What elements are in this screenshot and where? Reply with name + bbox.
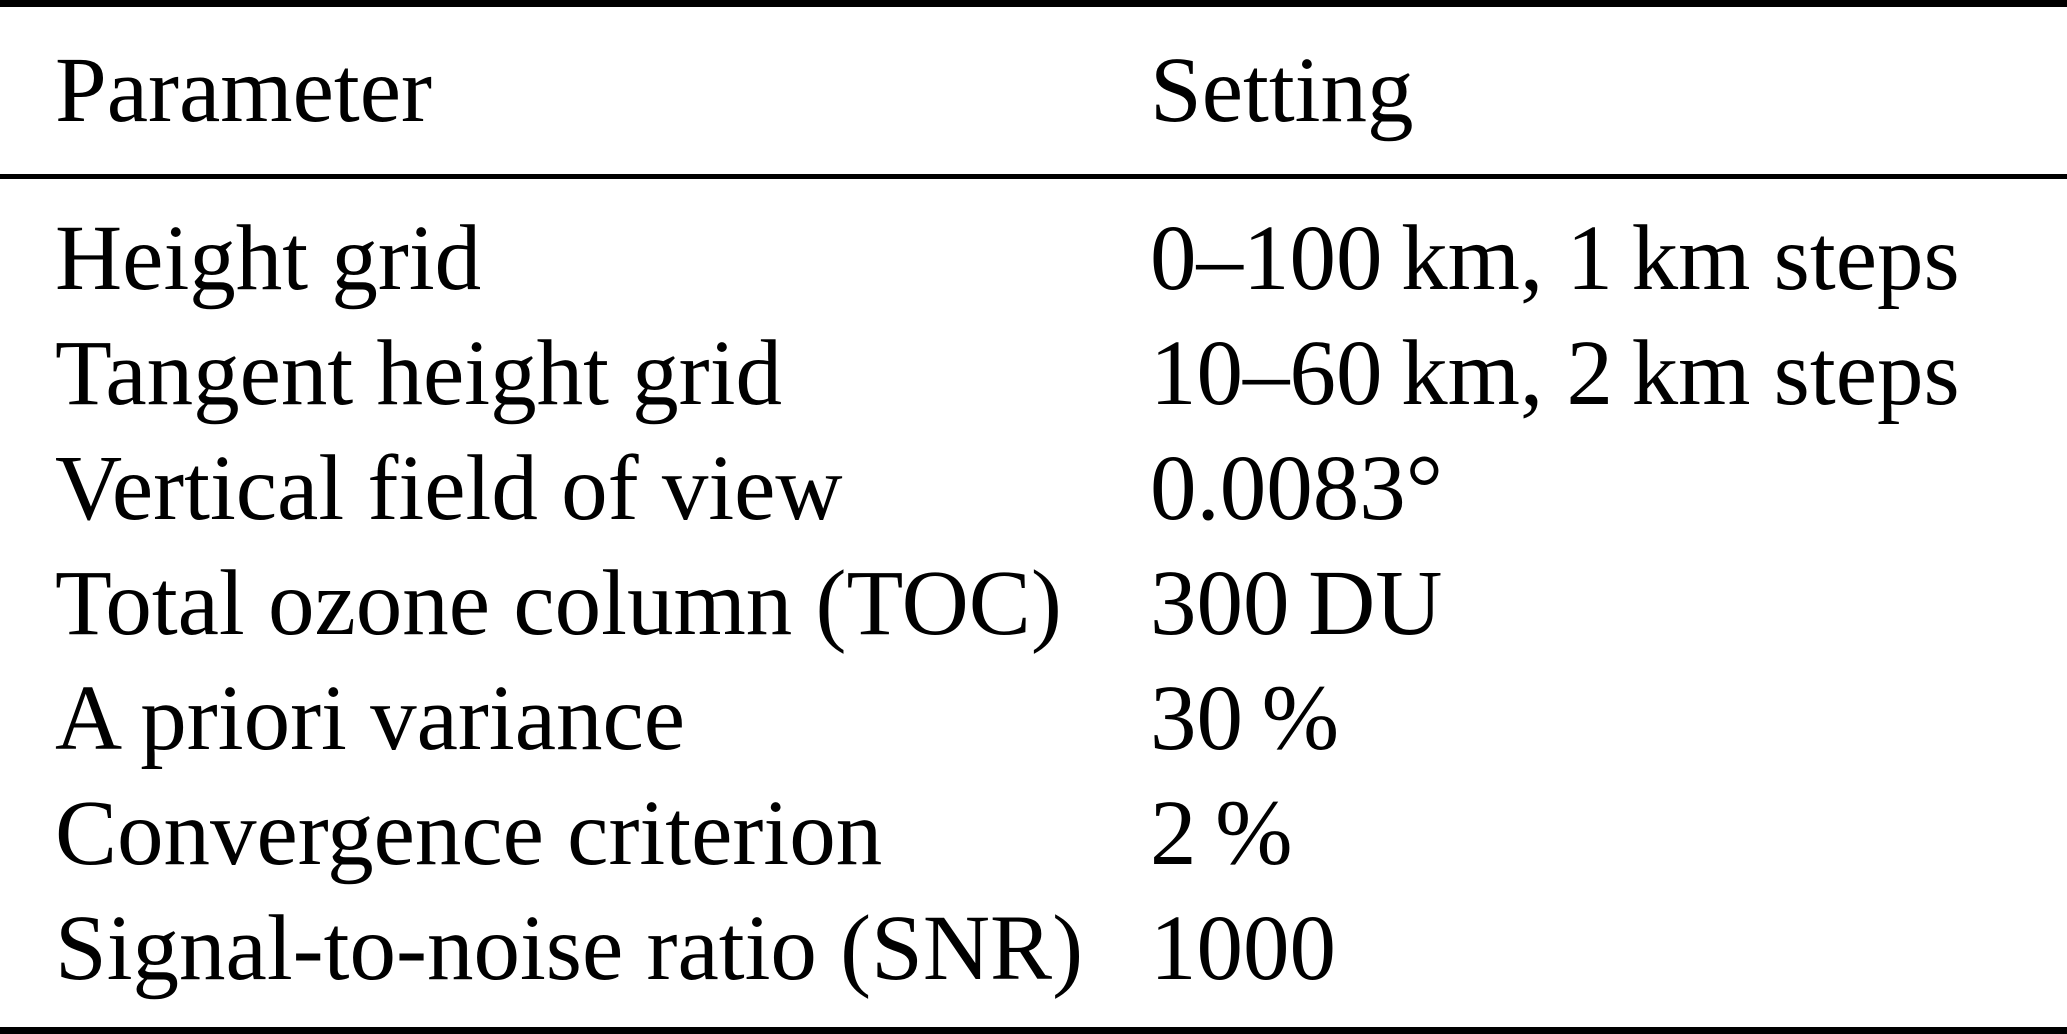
parameter-cell: Convergence criterion [55, 782, 883, 885]
setting-cell: 1000 [1150, 897, 1336, 1000]
parameter-cell: Total ozone column (TOC) [55, 552, 1062, 655]
table-row [0, 776, 2067, 891]
setting-cell: 30 % [1150, 667, 1340, 770]
parameter-cell: Signal-to-noise ratio (SNR) [55, 897, 1084, 1000]
parameter-cell: A priori variance [55, 667, 686, 770]
table-row [0, 316, 2067, 431]
table-row [0, 891, 2067, 1006]
table-row [0, 431, 2067, 546]
table-row [0, 661, 2067, 776]
parameter-cell: Tangent height grid [55, 322, 782, 425]
table-row [0, 201, 2067, 316]
setting-cell: 0.0083° [1150, 437, 1443, 540]
table-row [0, 546, 2067, 661]
setting-cell: 2 % [1150, 782, 1293, 885]
parameter-cell: Vertical field of view [55, 437, 843, 540]
parameter-cell: Height grid [55, 207, 482, 310]
setting-cell: 0–100 km, 1 km steps [1150, 207, 1960, 310]
table-header-row [0, 7, 2067, 174]
table-bottom-rule [0, 1027, 2067, 1034]
table-top-rule [0, 0, 2067, 7]
column-header-setting: Setting [1150, 39, 1414, 142]
table-body [0, 179, 2067, 1027]
column-header-parameter: Parameter [55, 39, 432, 142]
setting-cell: 10–60 km, 2 km steps [1150, 322, 1960, 425]
setting-cell: 300 DU [1150, 552, 1443, 655]
